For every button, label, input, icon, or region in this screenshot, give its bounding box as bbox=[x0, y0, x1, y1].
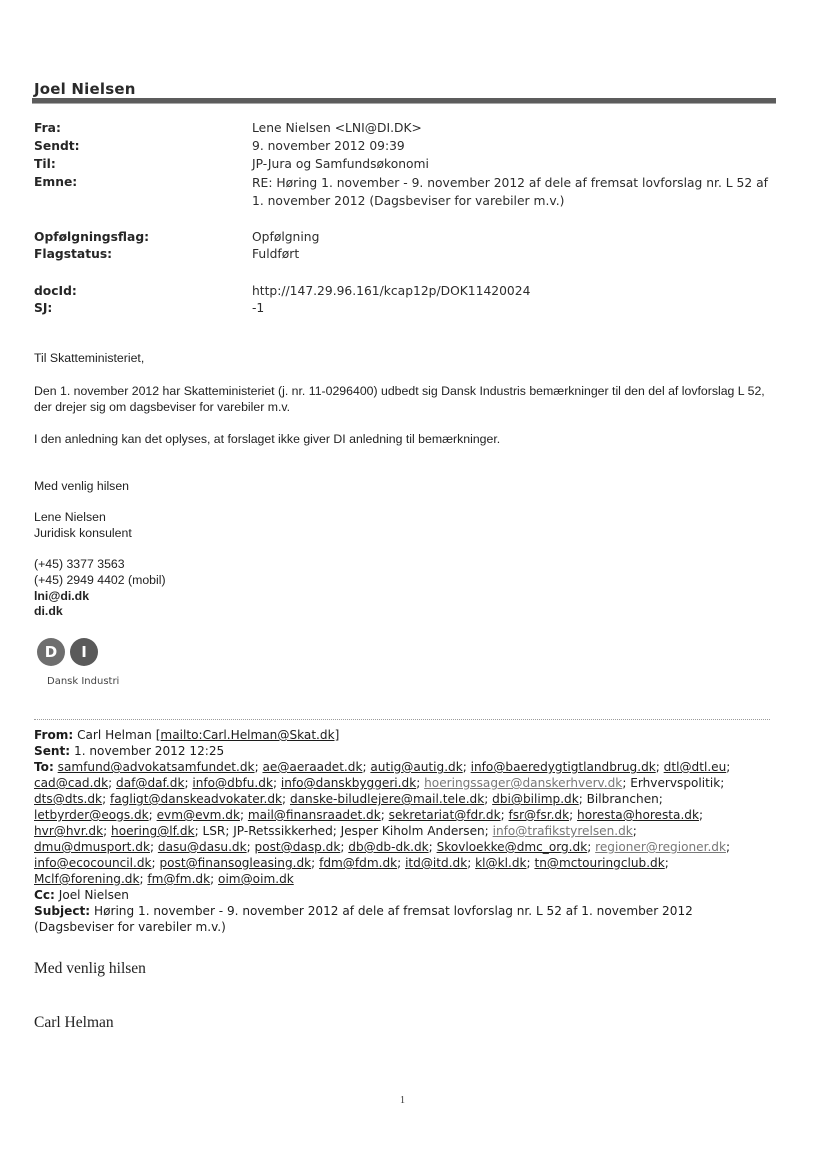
recipient-separator: ; bbox=[380, 808, 389, 822]
header-label: Til: bbox=[34, 157, 56, 171]
recipient-email-link[interactable]: hvr@hvr.dk bbox=[34, 824, 104, 838]
forward-subject-value: Høring 1. november - 9. november 2012 af dele af fremsat lovforslag nr. L 52 af 1. november 2012 bbox=[93, 904, 693, 918]
recipient-email-link[interactable]: sekretariat@fdr.dk bbox=[388, 808, 501, 822]
message-closing: Med venlig hilsen bbox=[34, 479, 130, 493]
recipient-email-link[interactable]: hoeringssager@danskerhverv.dk bbox=[424, 776, 623, 790]
recipient-separator: ; bbox=[272, 776, 281, 790]
recipient-email-link[interactable]: dbi@bilimp.dk bbox=[492, 792, 579, 806]
recipient-separator: ; bbox=[149, 840, 158, 854]
recipient-separator: ; bbox=[362, 760, 371, 774]
recipient-email-link[interactable]: info@danskbyggeri.dk bbox=[280, 776, 417, 790]
forward-to-line bbox=[34, 759, 774, 775]
forward-to-line bbox=[34, 791, 774, 807]
forward-closing: Med venlig hilsen bbox=[34, 960, 146, 977]
recipient-email-link[interactable]: itd@itd.dk bbox=[405, 856, 468, 870]
recipient-separator: ; bbox=[462, 760, 471, 774]
recipient-separator: ; bbox=[210, 872, 219, 886]
recipient-email-link[interactable]: post@finansogleasing.dk bbox=[159, 856, 312, 870]
recipient-separator: ; bbox=[340, 840, 349, 854]
forward-sent-line bbox=[34, 743, 774, 759]
recipient-separator: ; LSR; JP-Retssikkerhed; Jesper Kiholm Andersen; bbox=[194, 824, 493, 838]
recipient-separator: ; Bilbranchen; bbox=[578, 792, 663, 806]
header-value: Opfølgning bbox=[252, 230, 320, 244]
forward-label: Subject: bbox=[34, 904, 91, 918]
header-value: 9. november 2012 09:39 bbox=[252, 139, 405, 153]
header-label: SJ: bbox=[34, 301, 53, 315]
recipient-email-link[interactable]: db@db-dk.dk bbox=[348, 840, 429, 854]
recipient-email-link[interactable]: oim@oim.dk bbox=[218, 872, 294, 886]
recipient-email-link[interactable]: Mclf@forening.dk bbox=[34, 872, 140, 886]
recipient-email-link[interactable]: kl@kl.dk bbox=[475, 856, 527, 870]
signature-website: di.dk bbox=[34, 604, 63, 618]
recipient-separator: ; bbox=[500, 808, 509, 822]
recipient-separator: ; bbox=[664, 856, 669, 870]
recipient-separator: ; bbox=[587, 840, 596, 854]
header-label: docId: bbox=[34, 284, 77, 298]
recipient-separator: ; bbox=[726, 760, 731, 774]
forward-label: Sent: bbox=[34, 744, 71, 758]
forward-subject-line bbox=[34, 903, 774, 919]
recipient-separator: ; bbox=[655, 760, 664, 774]
header-rule bbox=[32, 98, 776, 103]
recipient-email-link[interactable]: dasu@dasu.dk bbox=[157, 840, 247, 854]
header-value: Fuldført bbox=[252, 247, 300, 261]
recipient-email-link[interactable]: dtl@dtl.eu bbox=[663, 760, 727, 774]
recipient-email-link[interactable]: info@baeredygtigtlandbrug.dk bbox=[470, 760, 656, 774]
forwarded-header bbox=[34, 727, 774, 935]
logo-letter-d: D bbox=[37, 638, 65, 666]
recipient-email-link[interactable]: fagligt@danskeadvokater.dk bbox=[109, 792, 283, 806]
recipient-separator: ; bbox=[632, 824, 637, 838]
recipient-email-link[interactable]: Skovloekke@dmc_org.dk bbox=[436, 840, 588, 854]
header-label: Fra: bbox=[34, 121, 61, 135]
recipient-separator: ; bbox=[467, 856, 476, 870]
logo-text: Dansk Industri bbox=[47, 676, 120, 687]
forward-recipients bbox=[34, 759, 774, 887]
header-label: Opfølgningsflag: bbox=[34, 230, 150, 244]
signature-email: lni@di.dk bbox=[34, 589, 90, 603]
forward-label: Cc: bbox=[34, 888, 55, 902]
recipient-email-link[interactable]: info@dbfu.dk bbox=[192, 776, 273, 790]
header-value: RE: Høring 1. november - 9. november 2012 af dele af fremsat lovforslag nr. L 52 af 1. november 2012 (Dagsbeviser for varebiler m.v.) bbox=[252, 176, 768, 208]
forward-label: To: bbox=[34, 760, 54, 774]
forward-sent-value: 1. november 2012 12:25 bbox=[74, 744, 225, 758]
recipient-separator: ; bbox=[239, 808, 248, 822]
recipient-email-link[interactable]: horesta@horesta.dk bbox=[577, 808, 699, 822]
header-label: Emne: bbox=[34, 175, 78, 189]
forward-signature: Carl Helman bbox=[34, 1014, 114, 1031]
recipient-email-link[interactable]: danske-biludlejere@mail.tele.dk bbox=[289, 792, 485, 806]
header-label: Flagstatus: bbox=[34, 247, 113, 261]
recipient-separator: ; bbox=[282, 792, 290, 806]
logo-letter-i: I bbox=[70, 638, 98, 666]
recipient-email-link[interactable]: dmu@dmusport.dk bbox=[34, 840, 150, 854]
forward-cc-line bbox=[34, 887, 774, 903]
recipient-email-link[interactable]: fsr@fsr.dk bbox=[508, 808, 570, 822]
dansk-industri-logo bbox=[37, 638, 127, 690]
recipient-separator: ; bbox=[148, 808, 157, 822]
recipient-separator: ; bbox=[698, 808, 704, 822]
recipient-separator: ; bbox=[725, 840, 731, 854]
recipient-email-link[interactable]: regioner@regioner.dk bbox=[595, 840, 726, 854]
recipient-email-link[interactable]: ae@aeraadet.dk bbox=[262, 760, 363, 774]
header-value: -1 bbox=[252, 301, 265, 315]
forward-cc-value: Joel Nielsen bbox=[58, 888, 129, 902]
signature-title: Juridisk konsulent bbox=[34, 526, 132, 540]
recipient-separator: ; bbox=[484, 792, 493, 806]
forward-to-line bbox=[34, 839, 774, 855]
recipient-separator: ; bbox=[526, 856, 535, 870]
header-value: JP-Jura og Samfundsøkonomi bbox=[252, 157, 429, 171]
header-value: http://147.29.96.161/kcap12p/DOK11420024 bbox=[252, 284, 531, 298]
recipient-separator: ; bbox=[569, 808, 578, 822]
forward-subject-line-2: (Dagsbeviser for varebiler m.v.) bbox=[34, 920, 226, 934]
recipient-email-link[interactable]: hoering@lf.dk bbox=[111, 824, 195, 838]
forward-to-line bbox=[34, 871, 774, 887]
recipient-email-link[interactable]: letbyrder@eogs.dk bbox=[34, 808, 149, 822]
recipient-email-link[interactable]: daf@daf.dk bbox=[116, 776, 185, 790]
message-paragraph: Den 1. november 2012 har Skatteministeriet (j. nr. 11-0296400) udbedt sig Dansk Industris bemærkninger til den del af lovforslag L 52, der drejer sig om dagsbeviser for varebiler m.v. bbox=[34, 384, 765, 414]
recipient-email-link[interactable]: autig@autig.dk bbox=[370, 760, 463, 774]
recipient-email-link[interactable]: info@ecocouncil.dk bbox=[34, 856, 152, 870]
forward-from-name: Carl Helman bbox=[77, 728, 152, 742]
recipient-email-link[interactable]: dts@dts.dk bbox=[34, 792, 103, 806]
recipient-separator: ; bbox=[397, 856, 406, 870]
recipient-separator: ; bbox=[311, 856, 320, 870]
recipient-email-link[interactable]: post@dasp.dk bbox=[254, 840, 341, 854]
recipient-separator: ; bbox=[254, 760, 263, 774]
message-greeting: Til Skatteministeriet, bbox=[34, 351, 145, 365]
forward-divider bbox=[34, 719, 770, 720]
forward-to-line bbox=[34, 807, 774, 823]
recipient-separator: ; bbox=[139, 872, 148, 886]
recipient-email-link[interactable]: evm@evm.dk bbox=[156, 808, 240, 822]
recipient-separator: ; bbox=[151, 856, 160, 870]
mailbox-owner-name: Joel Nielsen bbox=[34, 80, 136, 98]
recipient-email-link[interactable]: fdm@fdm.dk bbox=[319, 856, 398, 870]
header-label: Sendt: bbox=[34, 139, 80, 153]
forward-to-line bbox=[34, 823, 774, 839]
recipient-separator: ; bbox=[102, 792, 110, 806]
recipient-email-link[interactable]: mail@finansraadet.dk bbox=[247, 808, 381, 822]
message-paragraph: I den anledning kan det oplyses, at forslaget ikke giver DI anledning til bemærkninger. bbox=[34, 432, 501, 446]
signature-phone: (+45) 3377 3563 bbox=[34, 557, 125, 571]
recipient-email-link[interactable]: tn@mctouringclub.dk bbox=[534, 856, 665, 870]
forward-to-line bbox=[34, 775, 774, 791]
header-value: Lene Nielsen <LNI@DI.DK> bbox=[252, 121, 422, 135]
recipient-email-link[interactable]: samfund@advokatsamfundet.dk bbox=[57, 760, 255, 774]
recipient-separator: ; bbox=[103, 824, 112, 838]
signature-mobile: (+45) 2949 4402 (mobil) bbox=[34, 573, 166, 587]
recipient-separator: ; bbox=[108, 776, 117, 790]
mailto-link[interactable]: [mailto:Carl.Helman@Skat.dk] bbox=[155, 728, 340, 742]
recipient-email-link[interactable]: fm@fm.dk bbox=[147, 872, 211, 886]
recipient-email-link[interactable]: info@trafikstyrelsen.dk bbox=[492, 824, 633, 838]
recipient-separator: ; bbox=[184, 776, 193, 790]
page-number: 1 bbox=[400, 1095, 405, 1106]
signature-name: Lene Nielsen bbox=[34, 510, 106, 524]
recipient-separator: ; bbox=[246, 840, 255, 854]
recipient-separator: ; bbox=[428, 840, 437, 854]
forward-to-line bbox=[34, 855, 774, 871]
recipient-email-link[interactable]: cad@cad.dk bbox=[34, 776, 109, 790]
forward-label: From: bbox=[34, 728, 74, 742]
recipient-separator: ; bbox=[416, 776, 425, 790]
forward-from-line bbox=[34, 727, 774, 743]
recipient-separator: ; Erhvervspolitik; bbox=[622, 776, 725, 790]
